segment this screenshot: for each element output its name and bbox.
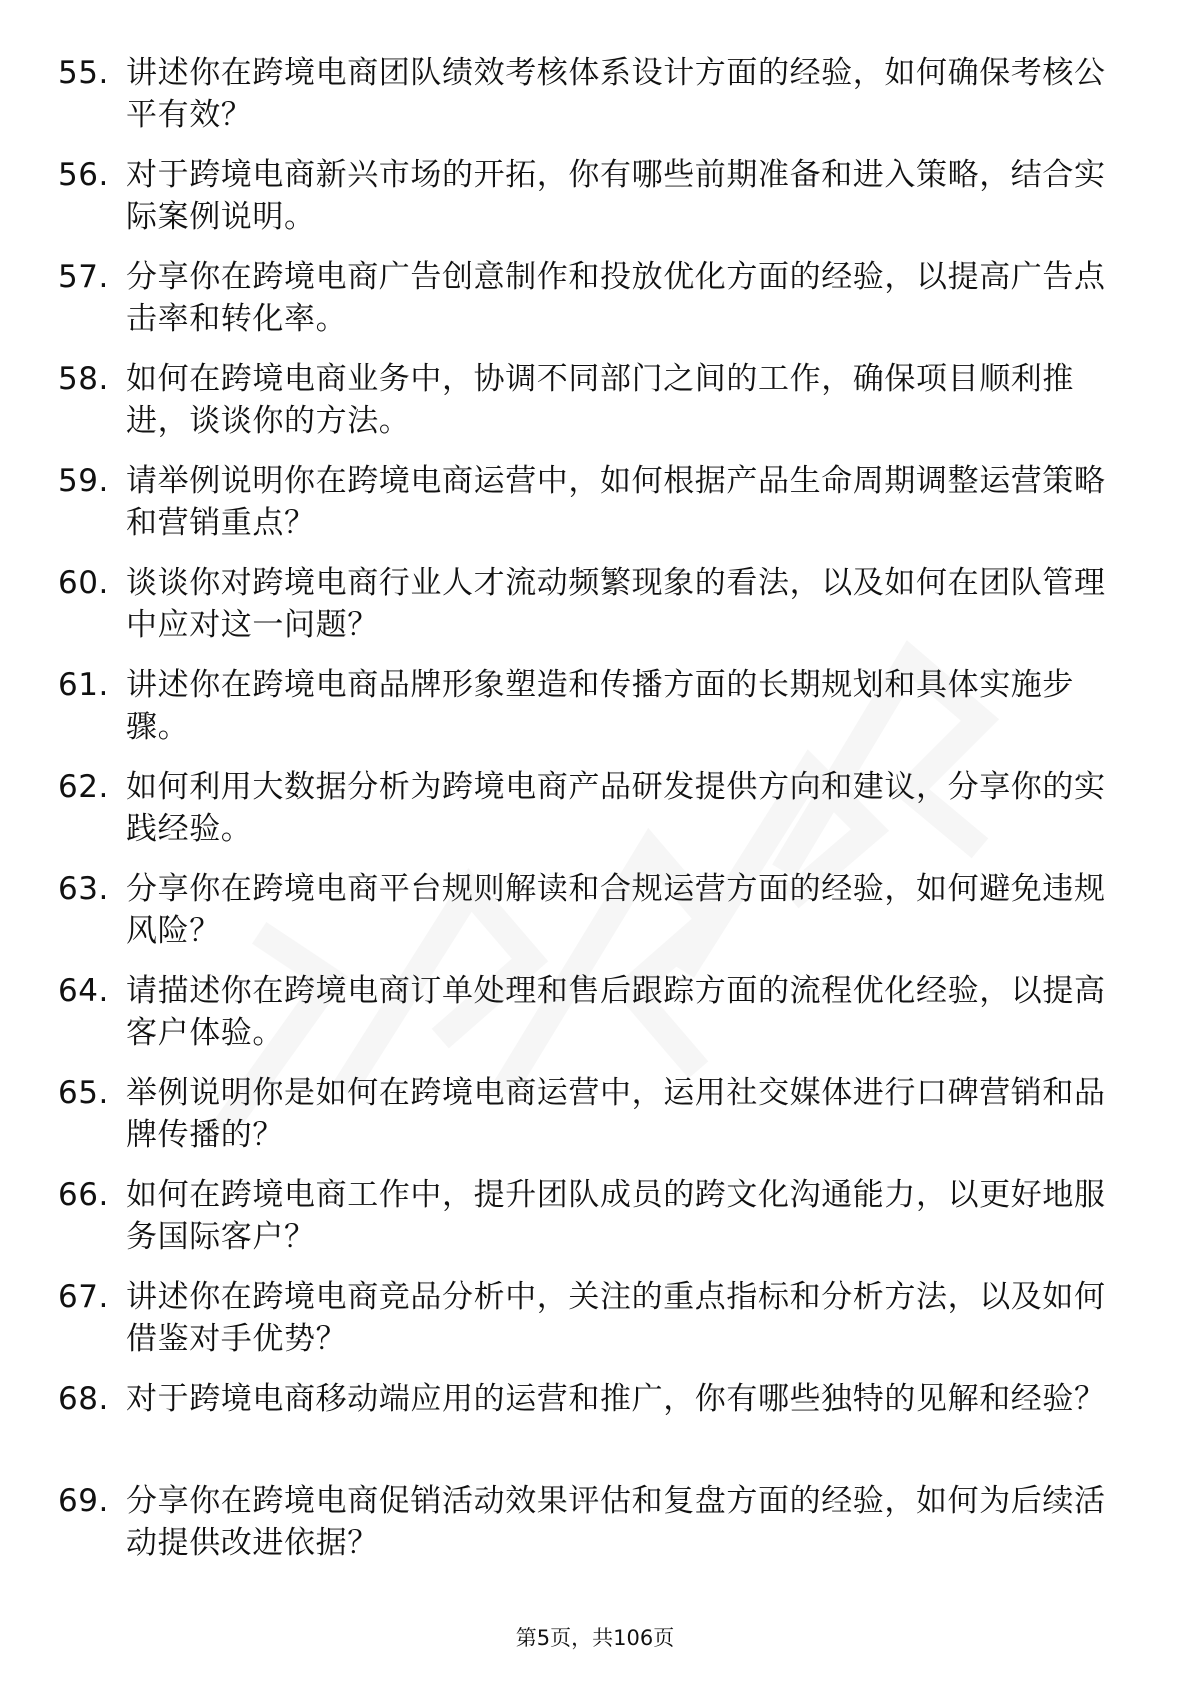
question-text: 如何利用大数据分析为跨境电商产品研发提供方向和建议，分享你的实践经验。: [126, 769, 1106, 847]
question-item: [58, 868, 1118, 970]
question-text: 分享你在跨境电商平台规则解读和合规运营方面的经验，如何避免违规风险？: [126, 871, 1106, 949]
question-number: 59.: [58, 463, 109, 499]
question-number: 65.: [58, 1075, 109, 1111]
question-text: 如何在跨境电商业务中，协调不同部门之间的工作，确保项目顺利推进，谈谈你的方法。: [126, 361, 1074, 439]
question-number: 64.: [58, 973, 109, 1009]
question-item: [58, 766, 1118, 868]
question-text: 分享你在跨境电商广告创意制作和投放优化方面的经验，以提高广告点击率和转化率。: [126, 259, 1106, 337]
question-number: 57.: [58, 259, 109, 295]
question-number: 61.: [58, 667, 109, 703]
question-item: [58, 970, 1118, 1072]
question-item: [58, 154, 1118, 256]
question-item: [58, 664, 1118, 766]
question-item: [58, 1072, 1118, 1174]
question-text: 对于跨境电商移动端应用的运营和推广，你有哪些独特的见解和经验？: [126, 1381, 1106, 1417]
question-text: 讲述你在跨境电商品牌形象塑造和传播方面的长期规划和具体实施步骤。: [126, 667, 1074, 745]
question-text: 请举例说明你在跨境电商运营中，如何根据产品生命周期调整运营策略和营销重点？: [126, 463, 1106, 541]
question-number: 69.: [58, 1483, 109, 1519]
question-item: [58, 562, 1118, 664]
question-number: 62.: [58, 769, 109, 805]
question-text: 请描述你在跨境电商订单处理和售后跟踪方面的流程优化经验，以提高客户体验。: [126, 973, 1106, 1051]
question-text: 分享你在跨境电商促销活动效果评估和复盘方面的经验，如何为后续活动提供改进依据？: [126, 1483, 1106, 1561]
question-number: 63.: [58, 871, 109, 907]
question-text: 举例说明你是如何在跨境电商运营中，运用社交媒体进行口碑营销和品牌传播的？: [126, 1075, 1106, 1153]
question-text: 对于跨境电商新兴市场的开拓，你有哪些前期准备和进入策略，结合实际案例说明。: [126, 157, 1106, 235]
question-item: [58, 1378, 1118, 1480]
question-text: 讲述你在跨境电商团队绩效考核体系设计方面的经验，如何确保考核公平有效？: [126, 55, 1106, 133]
question-list: [58, 52, 1118, 1582]
question-item: [58, 460, 1118, 562]
question-item: [58, 358, 1118, 460]
question-number: 58.: [58, 361, 109, 397]
question-number: 60.: [58, 565, 109, 601]
question-item: [58, 52, 1118, 154]
question-text: 谈谈你对跨境电商行业人才流动频繁现象的看法，以及如何在团队管理中应对这一问题？: [126, 565, 1106, 643]
question-number: 66.: [58, 1177, 109, 1213]
question-number: 68.: [58, 1381, 109, 1417]
question-number: 56.: [58, 157, 109, 193]
page-number-footer: 第5页，共106页: [515, 1626, 675, 1650]
question-item: [58, 256, 1118, 358]
question-number: 67.: [58, 1279, 109, 1315]
question-item: [58, 1276, 1118, 1378]
question-item: [58, 1174, 1118, 1276]
question-number: 55.: [58, 55, 109, 91]
question-text: 如何在跨境电商工作中，提升团队成员的跨文化沟通能力，以更好地服务国际客户？: [126, 1177, 1106, 1255]
question-text: 讲述你在跨境电商竞品分析中，关注的重点指标和分析方法，以及如何借鉴对手优势？: [126, 1279, 1106, 1357]
question-item: [58, 1480, 1118, 1582]
